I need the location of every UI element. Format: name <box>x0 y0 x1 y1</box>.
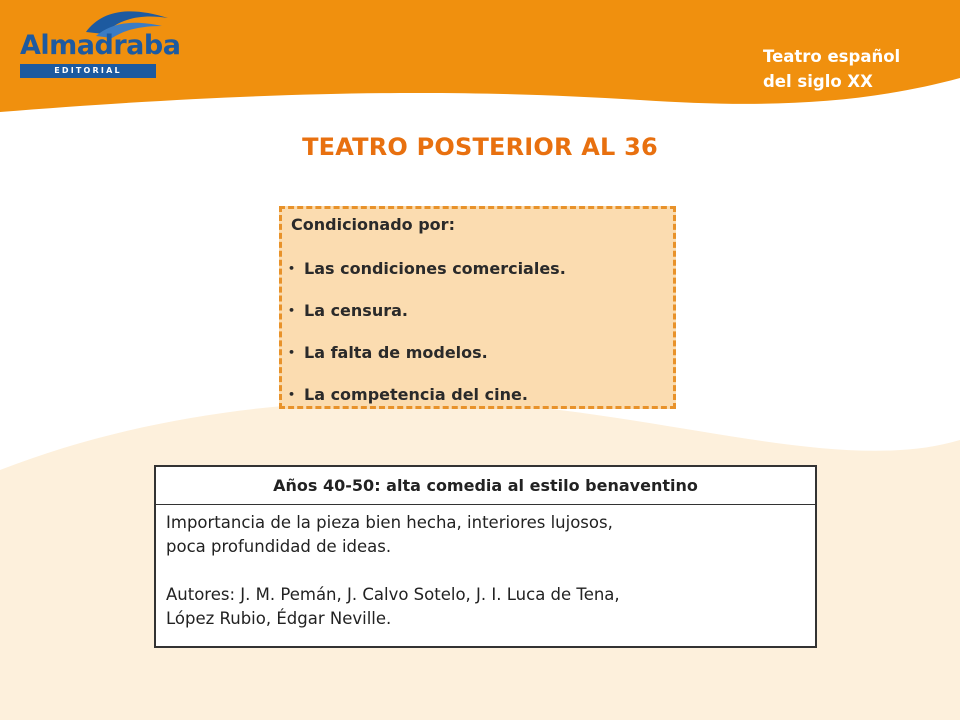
list-item-text: La falta de modelos. <box>304 343 488 362</box>
authors-line-1: Autores: J. M. Pemán, J. Calvo Sotelo, J. I. Luca de Tena, <box>166 585 620 604</box>
list-item-text: Las condiciones comerciales. <box>304 259 566 278</box>
description-line-1: Importancia de la pieza bien hecha, interiores lujosos, <box>166 513 613 532</box>
conditions-list <box>288 259 566 427</box>
logo-wordmark: Almadraba <box>20 30 181 61</box>
topic-line-2: del siglo XX <box>763 72 873 91</box>
conditions-heading: Condicionado por: <box>291 215 455 234</box>
table-cell <box>156 505 815 631</box>
list-item-text: La censura. <box>304 301 408 320</box>
description-line-2: poca profundidad de ideas. <box>166 537 392 556</box>
list-item <box>288 343 566 385</box>
logo-subtitle: EDITORIAL <box>20 64 156 78</box>
list-item-text: La competencia del cine. <box>304 385 528 404</box>
authors-line-2: López Rubio, Édgar Neville. <box>166 609 392 628</box>
bullet-icon: • <box>288 346 296 359</box>
bullet-icon: • <box>288 262 296 275</box>
paragraph-gap <box>166 559 805 583</box>
bullet-icon: • <box>288 388 296 401</box>
topic-line-1: Teatro español <box>763 47 901 66</box>
bullet-icon: • <box>288 304 296 317</box>
list-item <box>288 301 566 343</box>
slide-title: TEATRO POSTERIOR AL 36 <box>302 133 658 161</box>
conditions-box <box>279 206 676 409</box>
table-header: Años 40-50: alta comedia al estilo benaventino <box>156 467 815 505</box>
publisher-logo <box>18 6 181 76</box>
list-item <box>288 259 566 301</box>
comedy-table <box>154 465 817 648</box>
list-item <box>288 385 566 427</box>
presentation-topic <box>763 44 953 94</box>
